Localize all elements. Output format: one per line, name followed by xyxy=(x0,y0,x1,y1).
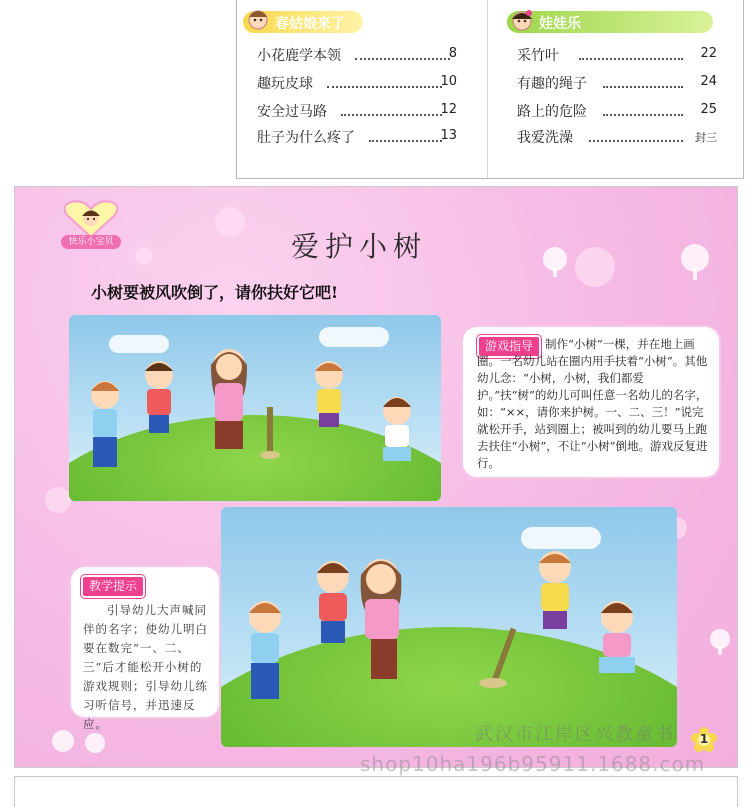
toc-item-page: 8 xyxy=(448,46,457,61)
heart-frame-icon xyxy=(59,199,123,239)
toc-leader-dots xyxy=(327,86,442,88)
toc-item-label[interactable]: 采竹叶 xyxy=(517,48,559,64)
toc-section-header-left xyxy=(243,11,363,33)
toc-item-label[interactable]: 趣玩皮球 xyxy=(257,76,313,92)
bg-dot xyxy=(135,247,153,265)
toc-leader-dots xyxy=(603,86,683,88)
bg-dot xyxy=(575,247,615,287)
toc-item-label[interactable]: 肚子为什么疼了 xyxy=(257,130,355,146)
toc-item-page: 12 xyxy=(440,102,457,117)
toc-divider xyxy=(487,0,488,178)
next-panel-edge xyxy=(14,776,738,807)
toc-leader-dots xyxy=(341,114,442,116)
toc-item-page: 22 xyxy=(700,46,717,61)
doll-girl-icon xyxy=(509,7,535,33)
toc-column-right xyxy=(499,0,739,178)
bg-dot xyxy=(215,207,245,237)
series-logo-label: 快乐小宝贝 xyxy=(61,235,121,249)
toc-item-label[interactable]: 有趣的绳子 xyxy=(517,76,587,92)
toc-item-page: 25 xyxy=(700,102,717,117)
lesson-title: 爱护小树 xyxy=(291,230,428,263)
tree-silhouette-icon xyxy=(670,242,720,282)
toc-item-label[interactable]: 安全过马路 xyxy=(257,104,327,120)
illustration-scene-top xyxy=(69,315,441,501)
toc-leader-dots xyxy=(579,58,683,60)
page-number-badge xyxy=(691,727,717,753)
lesson-subtitle: 小树要被风吹倒了，请你扶好它吧! xyxy=(91,283,339,302)
toc-item-page: 13 xyxy=(440,128,457,143)
children-playing-illustration xyxy=(69,315,441,501)
bg-dot xyxy=(45,487,71,513)
game-guide-tag: 游戏指导 xyxy=(477,335,541,358)
toc-item-page: 24 xyxy=(700,74,717,89)
toc-item-page: 封三 xyxy=(695,131,717,144)
teaching-tip-text: 引导幼儿大声喊同伴的名字；使幼儿明白要在数完“一、二、三”后才能松开小树的游戏规则；引导幼儿练习听信号，并迅速反应。 xyxy=(83,603,208,731)
toc-leader-dots xyxy=(369,140,442,142)
toc-section-header-right xyxy=(507,11,713,33)
children-running-illustration xyxy=(221,507,677,747)
toc-leader-dots xyxy=(589,140,683,142)
tree-silhouette-icon xyxy=(705,627,735,657)
watermark-url: shop10ha196b95911.1688.com xyxy=(360,752,706,776)
page-number: 1 xyxy=(699,732,709,746)
fairy-girl-icon xyxy=(245,7,271,33)
toc-item-label[interactable]: 路上的危险 xyxy=(517,104,587,120)
table-of-contents xyxy=(236,0,744,179)
teaching-tip-card xyxy=(71,567,219,731)
teaching-tip-tag: 教学提示 xyxy=(81,575,145,598)
toc-item-label[interactable]: 我爱洗澡 xyxy=(517,130,573,146)
series-logo xyxy=(59,199,123,255)
toc-column-left xyxy=(237,0,487,178)
tree-silhouette-icon xyxy=(535,245,575,279)
watermark-publisher: 武汉市江岸区兴教童书 xyxy=(475,724,675,745)
game-guide-card xyxy=(463,327,719,477)
game-guide-text: 制作“小树”一棵，并在地上画圈。一名幼儿站在圈内用手扶着“小树”。其他幼儿念：“小树，小树，我们都爱护。”扶“树”的幼儿可叫任意一名幼儿的名字，如：“××，请你来护树。一、二、三！”说完就松开手，站到圈上；被叫到的幼儿要马上跑去扶住“小树”，不让“小树”倒地。游戏反复进行。 xyxy=(477,337,708,470)
toc-item-page: 10 xyxy=(440,74,457,89)
toc-section-title: 春姑娘来了 xyxy=(275,16,345,32)
toc-leader-dots xyxy=(603,114,683,116)
book-page xyxy=(14,186,738,768)
toc-item-label[interactable]: 小花鹿学本领 xyxy=(257,48,341,64)
toc-section-title: 娃娃乐 xyxy=(539,16,581,32)
illustration-scene-bottom xyxy=(221,507,677,747)
